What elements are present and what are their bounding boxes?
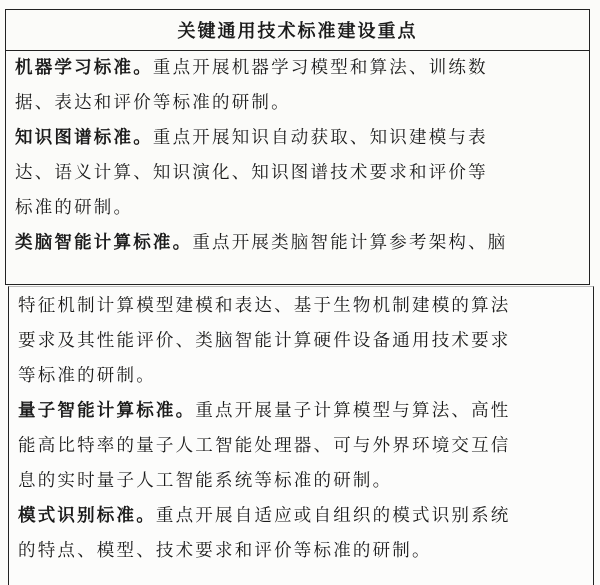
paragraph-machine-learning bbox=[15, 51, 583, 121]
paragraph-knowledge-graph bbox=[15, 121, 583, 226]
table-body-upper bbox=[6, 51, 589, 261]
text-line: 要求及其性能评价、类脑智能计算硬件设备通用技术要求 bbox=[18, 331, 511, 351]
text-line: 标准的研制。 bbox=[15, 198, 134, 218]
text-line: 能高比特率的量子人工智能处理器、可与外界环境交互信 bbox=[18, 436, 511, 456]
text-line: 据、表达和评价等标准的研制。 bbox=[15, 93, 291, 113]
text-line: 达、语义计算、知识演化、知识图谱技术要求和评价等 bbox=[15, 163, 488, 183]
table-title: 关键通用技术标准建设重点 bbox=[6, 10, 589, 51]
text-line: 重点开展机器学习模型和算法、训练数 bbox=[152, 58, 488, 78]
keyword-knowledge-graph: 知识图谱标准。 bbox=[15, 128, 153, 148]
text-line: 的特点、模型、技术要求和评价等标准的研制。 bbox=[18, 541, 432, 561]
text-line: 重点开展自适应或自组织的模式识别系统 bbox=[155, 506, 511, 526]
standards-table-lower bbox=[8, 286, 594, 585]
paragraph-quantum bbox=[18, 394, 587, 499]
keyword-quantum: 量子智能计算标准。 bbox=[18, 401, 196, 421]
text-line: 重点开展类脑智能计算参考架构、脑 bbox=[192, 233, 508, 253]
keyword-brain-inspired: 类脑智能计算标准。 bbox=[15, 233, 193, 253]
paragraph-pattern-recognition bbox=[18, 499, 587, 569]
text-line: 重点开展量子计算模型与算法、高性 bbox=[195, 401, 511, 421]
text-line: 息的实时量子人工智能系统等标准的研制。 bbox=[18, 471, 393, 491]
text-line: 特征机制计算模型建模和表达、基于生物机制建模的算法 bbox=[18, 296, 511, 316]
text-line: 重点开展知识自动获取、知识建模与表 bbox=[152, 128, 488, 148]
keyword-pattern-recognition: 模式识别标准。 bbox=[18, 506, 156, 526]
table-body-lower bbox=[9, 287, 593, 569]
paragraph-brain-inspired-continued bbox=[18, 289, 587, 394]
keyword-machine-learning: 机器学习标准。 bbox=[15, 58, 153, 78]
paragraph-brain-inspired bbox=[15, 226, 583, 261]
text-line: 等标准的研制。 bbox=[18, 366, 156, 386]
standards-table-upper bbox=[5, 9, 590, 285]
